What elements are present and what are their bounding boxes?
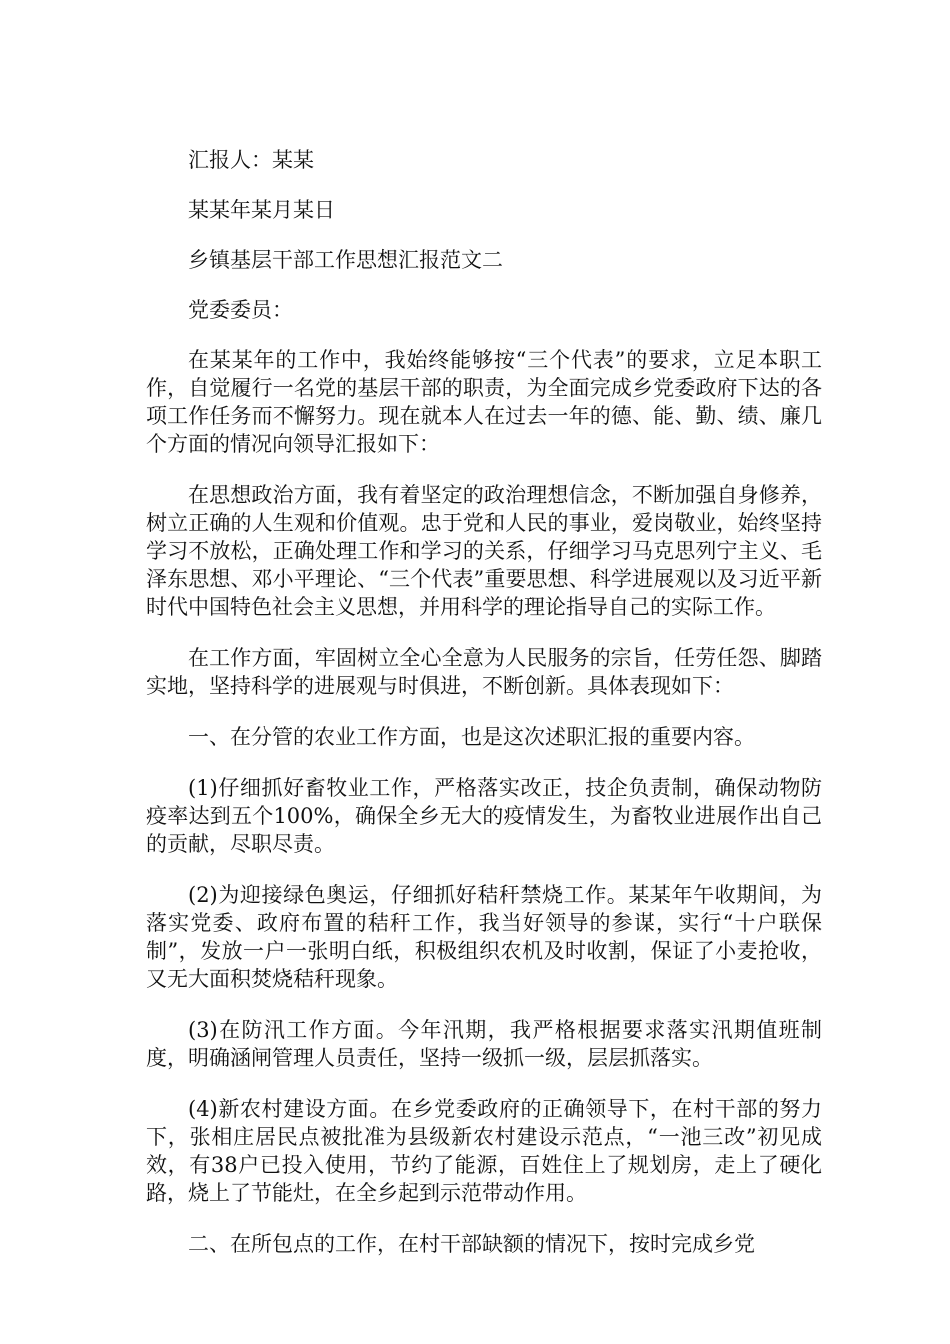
- paragraph-section-one: 一、在分管的农业工作方面，也是这次述职汇报的重要内容。: [188, 725, 755, 749]
- paragraph-item-1: (1)仔细抓好畜牧业工作，严格落实改正，技企负责制，确保动物防疫率达到五个100%，确保全乡无大的疫情发生，为畜牧业进展作出自己的贡献，尽职尽责。: [146, 776, 822, 856]
- paragraph-work: 在工作方面，牢固树立全心全意为人民服务的宗旨，任劳任怨、脚踏实地，坚持科学的进展观与时俱进，不断创新。具体表现如下：: [146, 646, 822, 698]
- paragraph-section-two: 二、在所包点的工作，在村干部缺额的情况下，按时完成乡党: [188, 1232, 755, 1256]
- date-line: 某某年某月某日: [188, 198, 335, 222]
- document-body: [146, 146, 822, 1258]
- reporter-line: 汇报人：某某: [188, 148, 314, 172]
- paragraph-political: 在思想政治方面，我有着坚定的政治理想信念，不断加强自身修养，树立正确的人生观和价值观。忠于党和人民的事业，爱岗敬业，始终坚持学习不放松，正确处理工作和学习的关系，仔细学习马克思列宁主义、毛泽东思想、邓小平理论、“三个代表”重要思想、科学进展观以及习近平新时代中国特色社会主义思想，并用科学的理论指导自己的实际工作。: [146, 483, 822, 619]
- document-title: 乡镇基层干部工作思想汇报范文二: [188, 248, 503, 272]
- paragraph-item-3: (3)在防汛工作方面。今年汛期，我严格根据要求落实汛期值班制度，明确涵闸管理人员责任，坚持一级抓一级，层层抓落实。: [146, 1018, 822, 1070]
- paragraph-item-4: (4)新农村建设方面。在乡党委政府的正确领导下，在村干部的努力下，张相庄居民点被批准为县级新农村建设示范点，“一池三改”初见成效，有38户已投入使用，节约了能源，百姓住上了规划房，走上了硬化路，烧上了节能灶，在全乡起到示范带动作用。: [146, 1097, 822, 1205]
- salutation: 党委委员：: [188, 298, 293, 322]
- paragraph-item-2: (2)为迎接绿色奥运，仔细抓好秸秆禁烧工作。某某年午收期间，为落实党委、政府布置的秸秆工作，我当好领导的参谋，实行“十户联保制”，发放一户一张明白纸，积极组织农机及时收割，保证了小麦抢收，又无大面积焚烧秸秆现象。: [146, 883, 822, 991]
- paragraph-intro: 在某某年的工作中，我始终能够按“三个代表”的要求，立足本职工作，自觉履行一名党的基层干部的职责，为全面完成乡党委政府下达的各项工作任务而不懈努力。现在就本人在过去一年的德、能、勤、绩、廉几个方面的情况向领导汇报如下：: [146, 348, 822, 456]
